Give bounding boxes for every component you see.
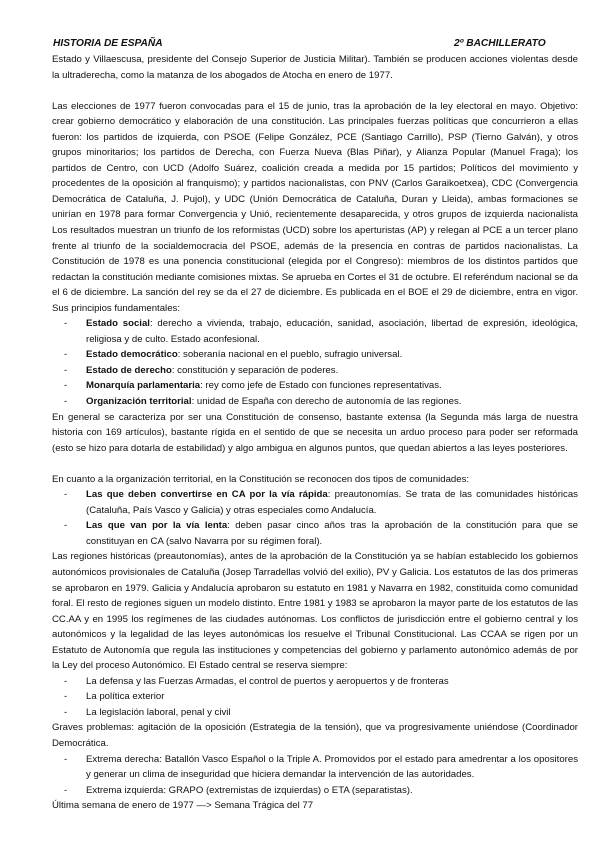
list-item: - Extrema derecha: Batallón Vasco Español o la Triple A. Promovidos por el estado para amedrentar a los opositores y generar un clima de inseguridad que hiciera demandar la intervención de las autoridades. <box>52 752 578 783</box>
list-item <box>52 347 578 363</box>
list-item: - La legislación laboral, penal y civil <box>52 705 578 721</box>
extremes-list <box>52 752 578 799</box>
subject-title: HISTORIA DE ESPAÑA <box>53 38 163 49</box>
community-term: Las que van por la vía lenta <box>86 520 228 532</box>
list-item <box>52 487 578 518</box>
list-item: - La política exterior <box>52 689 578 705</box>
list-item <box>52 394 578 410</box>
paragraph-problems: Graves problemas: agitación de la oposición (Estrategia de la tensión), que va progresivamente uniéndose (Coordinador Democrática. <box>52 722 578 749</box>
principle-text: : soberanía nacional en el pueblo, sufragio universal. <box>177 349 403 361</box>
principles-list <box>52 316 578 409</box>
principle-term: Organización territorial <box>86 395 192 407</box>
principle-text: : unidad de España con derecho de autonomía de las regiones. <box>191 395 462 407</box>
paragraph-tragic-week: Última semana de enero de 1977 —> Semana Trágica del 77 <box>52 800 314 812</box>
community-text: : deben pasar cinco años tras la aprobación de la constitución para que se constituyan en CA (salvo Navarra por su régimen foral). <box>86 520 578 547</box>
list-item <box>52 378 578 394</box>
paragraph-constitution-traits: En general se caracteriza por ser una Constitución de consenso, bastante extensa (la Segunda más larga de nuestra historia con 169 artículos), bastante rígida en el sentido de que se necesita un arduo proceso para poder ser reformada (esto se hizo para dotarla de estabilidad) y algo ambigua en algunos puntos, que quedan abiertos a las leyes posteriores. <box>52 411 578 454</box>
principle-term: Estado democrático <box>86 349 178 361</box>
paragraph-territorial: En cuanto a la organización territorial, en la Constitución se reconocen dos tipos de comunidades: <box>52 473 470 485</box>
community-text: : preautonomías. Se trata de las comunidades históricas (Cataluña, País Vasco y Galicia) y otras especiales como Andalucía. <box>86 489 578 516</box>
list-item <box>52 363 578 379</box>
page-header <box>0 38 600 52</box>
reserved-powers-list <box>52 674 578 721</box>
principle-text: : derecho a vivienda, trabajo, educación, sanidad, asociación, libertad de expresión, ideológica, religiosa y de culto. Estado aconfesional. <box>86 318 578 345</box>
list-item <box>52 316 578 347</box>
communities-list <box>52 487 578 549</box>
list-item: - La defensa y las Fuerzas Armadas, el control de puertos y aeropuertos y de fronteras <box>52 674 578 690</box>
paragraph-intro: Estado y Villaescusa, presidente del Consejo Superior de Justicia Militar). También se producen acciones violentas desde la ultraderecha, como la matanza de los abogados de Atocha en enero de 1977. <box>52 54 578 81</box>
document-body <box>52 52 578 814</box>
principle-text: : rey como jefe de Estado con funciones representativas. <box>200 380 442 392</box>
community-term: Las que deben convertirse en CA por la vía rápida <box>86 489 328 501</box>
principle-term: Monarquía parlamentaria <box>86 380 201 392</box>
principle-text: : constitución y separación de poderes. <box>171 364 339 376</box>
paragraph-elections: Las elecciones de 1977 fueron convocadas para el 15 de junio, tras la aprobación de la ley electoral en mayo. Objetivo: crear gobierno democrático y elaboración de una constitución. Las principales fuerzas políticas que concurrieron a ellas fueron: los partidos de izquierda, con PSOE (Felipe González, PCE (Santiago Carrillo), PSP (Tierno Galván), y otros grupos minoritarios; los partidos de Derecha, con Fuerza Nueva (Blas Piñar), y Alianza Popular (Manuel Fraga); los partidos de Centro, con UCD (Adolfo Suárez, coalición creada a medida por 15 partidos; Políticos del movimiento y procedentes de la oposición al franquismo); y partidos nacionalistas, con PNV (Carlos Garaikoetxea), CDC (Convergencia Democrática de Cataluña, J. Pujol), y UDC (Unión Democrática de Cataluña, Duran y Lleida), ambas formaciones se unirían en 1978 para formar Convergencia y Unió, recientemente desaparecida, y otros grupos de izquierda nacionalista Los resultados muestran un triunfo de los reformistas (UCD) sobre los aperturistas (AP) y relegan al PCE a un tercer plano frente al triunfo de la socialdemocracia del PSOE, además de la presencia en contras de partidos nacionalistas. La Constitución de 1978 es una ponencia constitucional (elegida por el Congreso): miembros de los distintos partidos que redactan la constitución mediante comisiones mixtas. Se aprueba en Cortes el 31 de octubre. El referéndum nacional se da el 6 de diciembre. La sanción del rey se da el 27 de diciembre. Es publicada en el BOE el 29 de diciembre, entra en vigor. Sus principios fundamentales: <box>52 100 578 314</box>
principle-term: Estado social <box>86 318 150 330</box>
principle-term: Estado de derecho <box>86 364 172 376</box>
list-item <box>52 518 578 549</box>
list-item: - Extrema izquierda: GRAPO (extremistas de izquierdas) o ETA (separatistas). <box>52 783 578 799</box>
paragraph-historic-regions: Las regiones históricas (preautonomías), antes de la aprobación de la Constitución ya se habían establecido los gobiernos autonómicos provisionales de Cataluña (Josep Tarradellas volvió del exilio), PV y Galicia. Los estatutos de las dos primeras se aprobaron en 1979. Galicia y Andalucía aprobaron su estatuto en 1981 y Navarra en 1982, constituida como comunidad foral. El resto de regiones siguen un modelo distinto. Entre 1981 y 1983 se aprobaron la mayor parte de los estatutos de las CC.AA y en 1995 los regímenes de las ciudades autónomas. Los conflictos de jurisdicción entre el gobierno central y los autonómicos y la legalidad de las leyes autonómicas los resuelve el Tribunal Constitucional. Las CCAA se rigen por un Estatuto de Autonomía que regula las instituciones y competencias del gobierno y parlamento autonómico además de por la Ley del proceso Autonómico. El Estado central se reserva siempre: <box>52 551 578 672</box>
course-level: 2º BACHILLERATO <box>454 38 546 49</box>
